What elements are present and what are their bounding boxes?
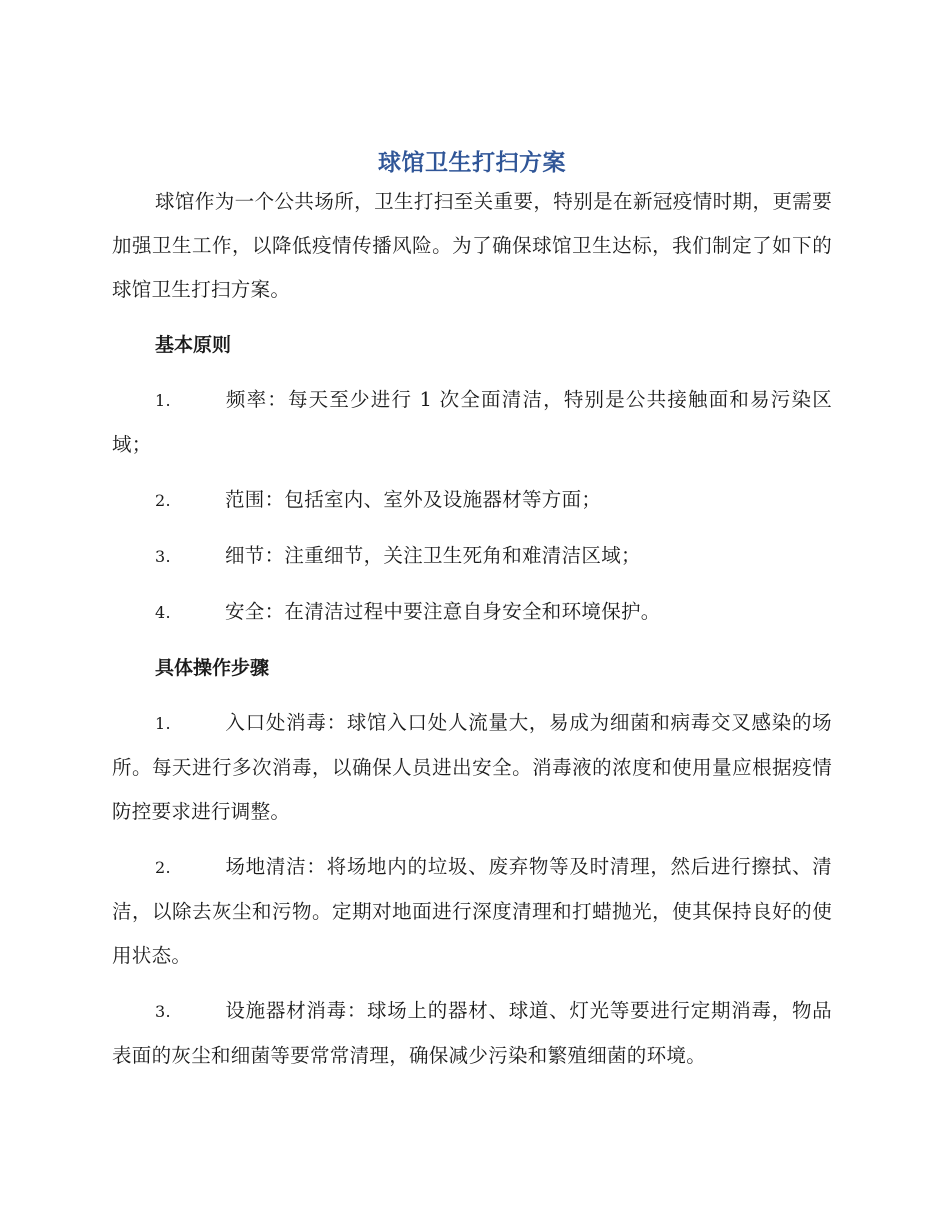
document-page bbox=[112, 146, 832, 1089]
list-item-text: 设施器材消毒：球场上的器材、球道、灯光等要进行定期消毒，物品表面的灰尘和细菌等要常常清理，确保减少污染和繁殖细菌的环境。 bbox=[112, 999, 832, 1067]
section-basic-principles bbox=[112, 323, 832, 635]
list-item-number: 2. bbox=[155, 858, 171, 877]
list-item bbox=[112, 378, 832, 467]
list-item-number: 4. bbox=[155, 603, 171, 622]
list-item-number: 1. bbox=[155, 391, 171, 410]
list-item-text: 入口处消毒：球馆入口处人流量大，易成为细菌和病毒交叉感染的场所。每天进行多次消毒，以确保人员进出安全。消毒液的浓度和使用量应根据疫情防控要求进行调整。 bbox=[112, 711, 832, 823]
document-title: 球馆卫生打扫方案 bbox=[378, 150, 566, 176]
list-item-text: 频率：每天至少进行 1 次全面清洁，特别是公共接触面和易污染区域； bbox=[112, 388, 832, 456]
list-item bbox=[112, 845, 832, 978]
list-item bbox=[112, 478, 832, 523]
list-item-text: 范围：包括室内、室外及设施器材等方面； bbox=[225, 488, 602, 511]
list-item bbox=[112, 701, 832, 834]
list-item-number: 3. bbox=[155, 1002, 171, 1021]
list-item bbox=[112, 534, 832, 579]
section-heading: 基本原则 bbox=[155, 334, 232, 356]
section-heading: 具体操作步骤 bbox=[155, 657, 270, 679]
list-item-number: 3. bbox=[155, 547, 171, 566]
section-operation-steps bbox=[112, 646, 832, 1078]
list-item-text: 安全：在清洁过程中要注意自身安全和环境保护。 bbox=[225, 600, 661, 623]
list-item bbox=[112, 989, 832, 1078]
intro-paragraph: 球馆作为一个公共场所，卫生打扫至关重要，特别是在新冠疫情时期，更需要加强卫生工作，以降低疫情传播风险。为了确保球馆卫生达标，我们制定了如下的球馆卫生打扫方案。 bbox=[112, 190, 832, 301]
list-item-text: 细节：注重细节，关注卫生死角和难清洁区域； bbox=[225, 544, 641, 567]
list-item-text: 场地清洁：将场地内的垃圾、废弃物等及时清理，然后进行擦拭、清洁，以除去灰尘和污物。定期对地面进行深度清理和打蜡抛光，使其保持良好的使用状态。 bbox=[112, 855, 832, 967]
list-item-number: 1. bbox=[155, 714, 171, 733]
list-item-number: 2. bbox=[155, 491, 171, 510]
list-item bbox=[112, 590, 832, 635]
